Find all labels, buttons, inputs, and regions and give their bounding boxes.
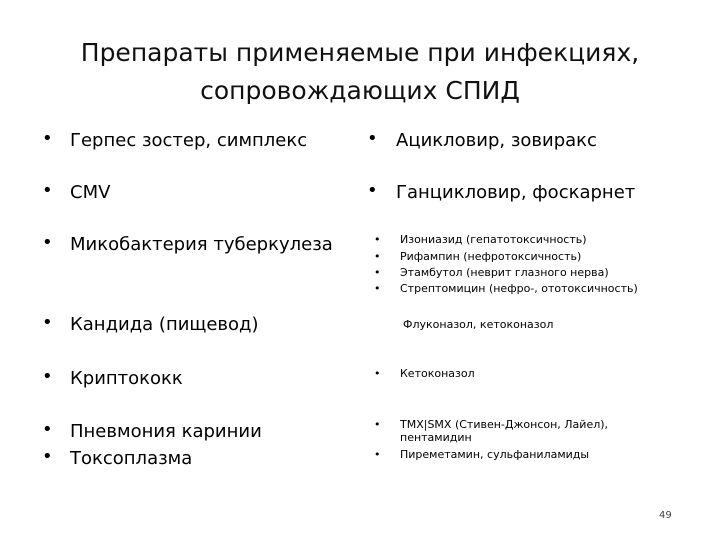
drug-tb-3: Этамбутол (неврит глазного нерва) — [400, 266, 609, 279]
drug-tb-2: Рифампин (нефротоксичность) — [400, 250, 582, 263]
bullet-icon — [42, 366, 53, 387]
bullet-icon — [374, 282, 381, 295]
bullet-icon — [367, 128, 378, 149]
drug-candida: Флуконазол, кетоконазол — [403, 318, 554, 331]
drug-cmv: Ганцикловир, фоскарнет — [396, 182, 636, 203]
pathogen-candida: Кандида (пищевод) — [70, 314, 259, 335]
slide-title — [40, 34, 680, 110]
pathogen-crypto: Криптококк — [70, 368, 183, 389]
drug-pneumo-line2: пентамидин — [400, 431, 472, 444]
bullet-icon — [374, 418, 381, 431]
drug-pneumo-line1: TMX|SMX (Стивен-Джонсон, Лайел), — [400, 418, 609, 431]
drug-tb-1: Изониазид (гепатотоксичность) — [400, 233, 587, 246]
title-line-2: сопровождающих СПИД — [200, 76, 520, 105]
pathogen-toxo: Токсоплазма — [70, 448, 193, 469]
drug-tb-4: Стрептомицин (нефро-, ототоксичность) — [400, 282, 638, 295]
bullet-icon — [42, 128, 53, 149]
bullet-icon — [374, 367, 381, 380]
bullet-icon — [374, 233, 381, 246]
bullet-icon — [42, 180, 53, 201]
pathogen-herpes: Герпес зостер, симплекс — [70, 130, 308, 151]
bullet-icon — [42, 232, 53, 253]
drug-toxo: Пиреметамин, сульфаниламиды — [400, 448, 590, 461]
page-number: 49 — [659, 510, 672, 521]
pathogen-pneumo: Пневмония каринии — [70, 421, 262, 442]
title-line-1: Препараты применяемые при инфекциях, — [80, 38, 640, 67]
bullet-icon — [42, 419, 53, 440]
pathogen-tb: Микобактерия туберкулеза — [70, 234, 333, 255]
drug-crypto: Кетоконазол — [400, 367, 475, 380]
bullet-icon — [367, 180, 378, 201]
drug-herpes: Ацикловир, зовиракс — [396, 130, 597, 151]
bullet-icon — [42, 312, 53, 333]
bullet-icon — [374, 266, 381, 279]
bullet-icon — [374, 250, 381, 263]
pathogen-cmv: CMV — [70, 182, 111, 203]
bullet-icon — [374, 448, 381, 461]
bullet-icon — [42, 446, 53, 467]
